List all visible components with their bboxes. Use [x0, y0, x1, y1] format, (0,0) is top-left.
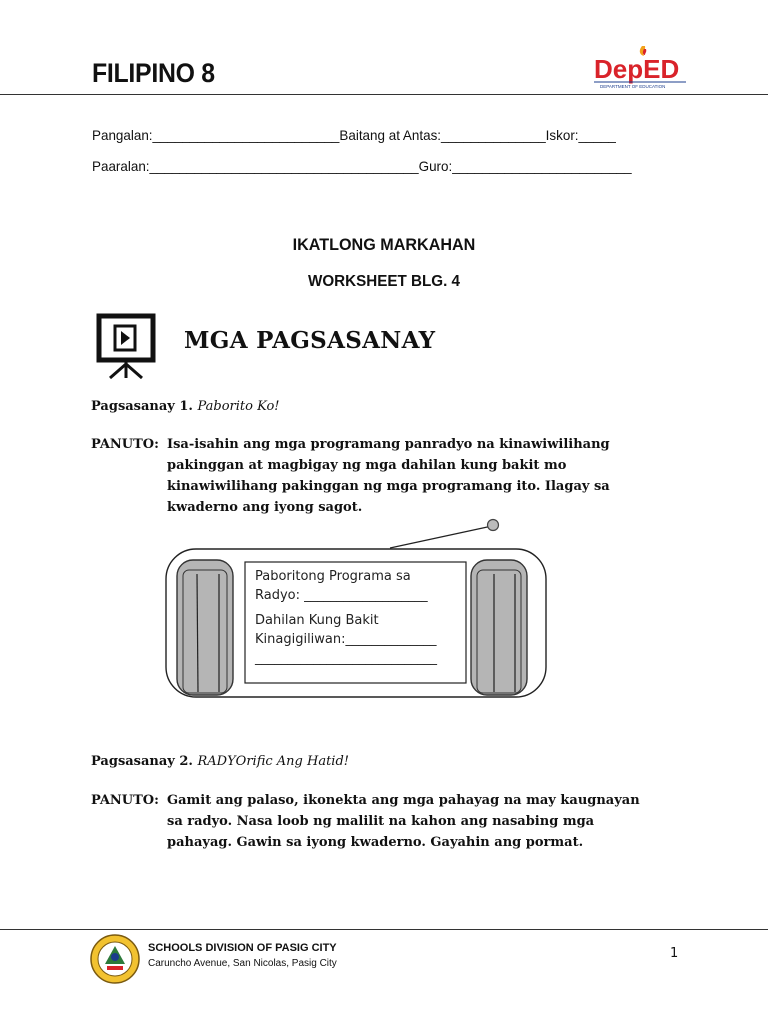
deped-logo-text: DepED [594, 54, 680, 84]
subject-title: FILIPINO 8 [92, 58, 215, 88]
footer-organization: SCHOOLS DIVISION OF PASIG CITY [148, 942, 337, 954]
exercise1-instruction: Isa-isahin ang mga programang panradyo na kinawiwilihang pakinggan at magbigay ng mga dahilan kung bakit mo kinawiwilihang pakinggan ng mga programang ito. Ilagay sa kwaderno ang iyong sagot. [167, 437, 610, 515]
presentation-screen-icon [96, 312, 156, 382]
deped-logo [590, 42, 690, 92]
reason-field-continuation: ____________________________ [255, 651, 437, 666]
exercise1-instruction-head [91, 434, 159, 455]
right-speaker-icon [471, 560, 527, 695]
header-divider [0, 94, 768, 95]
footer-divider [0, 929, 768, 930]
exercise1-label [91, 399, 280, 414]
exercise1-panuto: PANUTO [91, 437, 155, 452]
form-row-school-teacher: Paaralan:____________________________________Guro:________________________ [92, 158, 632, 174]
exercise2-instruction-head: PANUTO: [91, 793, 159, 808]
exercise2-instruction: Gamit ang palaso, ikonekta ang mga pahayag na may kaugnayan sa radyo. Nasa loob ng malilit na kahon ang nasabing mga pahayag. Gawin sa iyong kwaderno. Gayahin ang pormat. [167, 793, 640, 850]
exercise1-name: Paborito Ko! [197, 399, 280, 414]
worksheet-title: WORKSHEET BLG. 4 [307, 273, 460, 290]
favorite-program-field: Paboritong Programa sa Radyo: ___________________ [255, 569, 428, 603]
exercise1-number: Pagsasanay 1. [91, 399, 193, 414]
deped-logo-subtext: DEPARTMENT OF EDUCATION [600, 84, 666, 89]
reason-field: Dahilan Kung Bakit Kinagigiliwan:______________ [255, 613, 437, 647]
exercise2-number: Pagsasanay 2. [91, 754, 193, 769]
pasig-city-seal-icon [89, 933, 141, 985]
quarter-title: IKATLONG MARKAHAN [292, 235, 476, 254]
page-number: 1 [670, 946, 679, 961]
exercise2-name: RADYOrific Ang Hatid! [197, 754, 350, 769]
exercise2-label [91, 754, 349, 769]
form-row-name-grade-score: Pangalan:_________________________Baitang at Antas:______________Iskor:_____ [92, 127, 616, 143]
footer-address: Caruncho Avenue, San Nicolas, Pasig City [148, 958, 337, 969]
left-speaker-icon [177, 560, 233, 695]
section-title: MGA PAGSASANAY [184, 327, 436, 354]
radio-screen-text [245, 562, 466, 683]
exercise1-separator: : [154, 437, 159, 452]
